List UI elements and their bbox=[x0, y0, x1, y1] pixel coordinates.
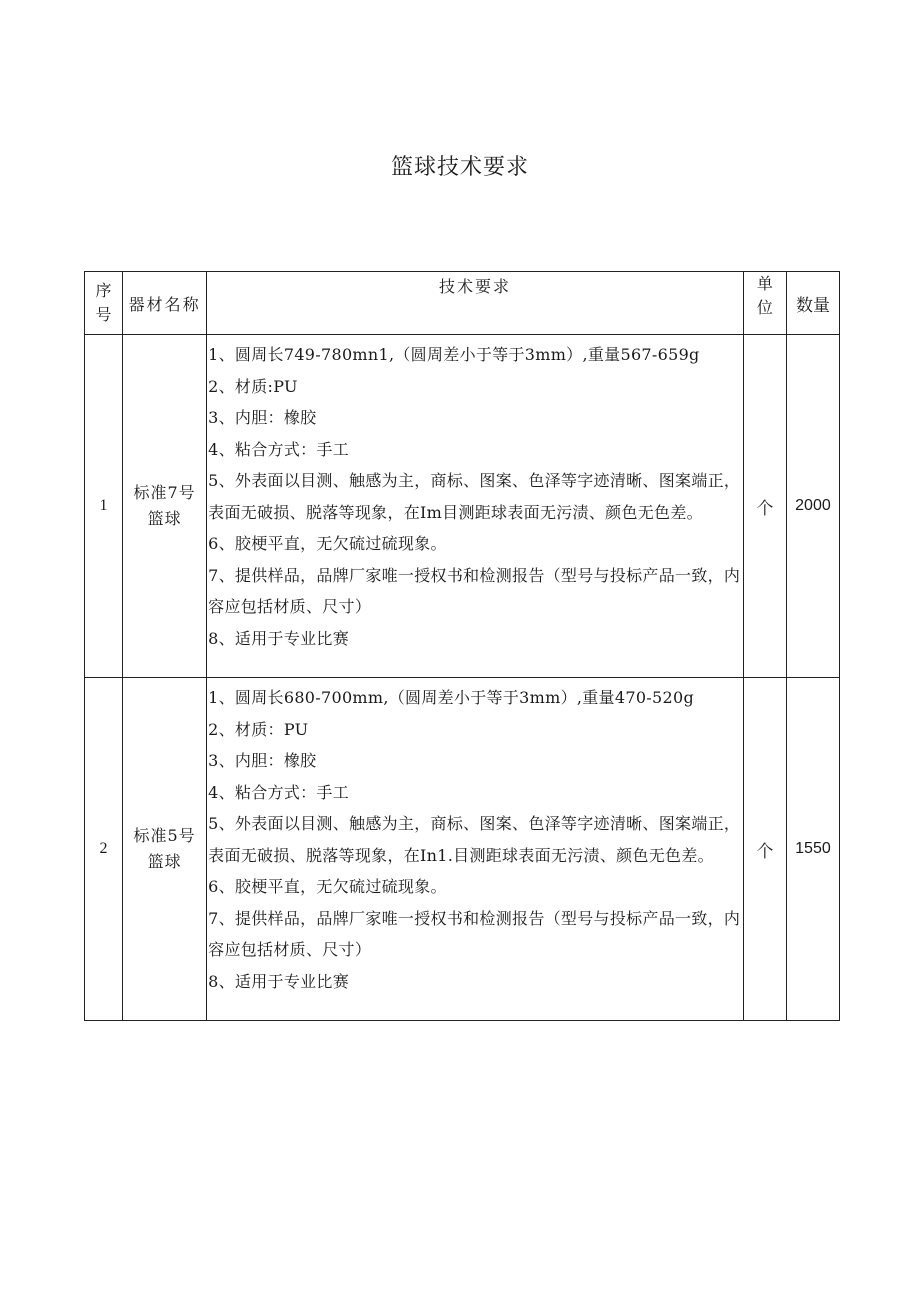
header-unit bbox=[743, 272, 786, 335]
row-no: 1 bbox=[85, 335, 123, 678]
row-name-line2: 篮球 bbox=[147, 852, 182, 871]
header-no-line2: 号 bbox=[95, 305, 112, 324]
requirement-item: 1、圆周长749-780mn1,（圆周差小于等于3mm）,重量567-659g bbox=[208, 345, 700, 364]
requirement-item: 7、提供样品，品牌厂家唯一授权书和检测报告（型号与投标产品一致，内容应包括材质、尺寸） bbox=[208, 908, 741, 959]
header-name: 器材名称 bbox=[123, 272, 207, 335]
row-name-line1: 标准5号 bbox=[133, 826, 196, 845]
row-requirements bbox=[207, 678, 744, 1021]
header-row bbox=[85, 272, 840, 335]
row-no: 2 bbox=[85, 678, 123, 1021]
requirement-item: 4、粘合方式：手工 bbox=[208, 782, 350, 802]
requirement-item: 3、内胆：橡胶 bbox=[208, 751, 317, 770]
row-name bbox=[123, 335, 207, 678]
requirement-item: 5、外表面以目测、触感为主，商标、图案、色泽等字迹清晰、图案端正，表面无破损、脱落等现象，在Im目测距球表面无污渍、颜色无色差。 bbox=[208, 471, 741, 522]
header-no-line1: 序 bbox=[95, 281, 112, 300]
header-unit-line2: 位 bbox=[756, 298, 773, 317]
row-quantity: 1550 bbox=[786, 678, 839, 1021]
requirement-item: 6、胶梗平直，无欠硫过硫现象。 bbox=[208, 877, 447, 896]
requirement-item: 2、材质:PU bbox=[208, 376, 298, 396]
header-unit-line1: 单 bbox=[756, 274, 773, 293]
header-quantity: 数量 bbox=[786, 272, 839, 335]
row-unit: 个 bbox=[743, 678, 786, 1021]
row-name bbox=[123, 678, 207, 1021]
requirement-item: 1、圆周长680-700mm,（圆周差小于等于3mm）,重量470-520g bbox=[208, 688, 694, 707]
spec-table bbox=[84, 271, 840, 1021]
requirement-item: 6、胶梗平直，无欠硫过硫现象。 bbox=[208, 534, 447, 553]
requirement-item: 8、适用于专业比赛 bbox=[208, 628, 350, 648]
table-row bbox=[85, 678, 840, 1021]
row-unit: 个 bbox=[743, 335, 786, 678]
requirement-item: 7、提供样品，品牌厂家唯一授权书和检测报告（型号与投标产品一致，内容应包括材质、尺寸） bbox=[208, 565, 741, 616]
requirement-item: 4、粘合方式：手工 bbox=[208, 439, 350, 459]
requirement-item: 5、外表面以目测、触感为主，商标、图案、色泽等字迹清晰、图案端正，表面无破损、脱落等现象，在In1.目测距球表面无污渍、颜色无色差。 bbox=[208, 814, 741, 865]
requirement-item: 3、内胆：橡胶 bbox=[208, 408, 317, 427]
requirement-item: 2、材质：PU bbox=[208, 719, 309, 739]
header-no bbox=[85, 272, 123, 335]
row-requirements bbox=[207, 335, 744, 678]
header-requirements: 技术要求 bbox=[207, 272, 744, 335]
requirement-item: 8、适用于专业比赛 bbox=[208, 971, 350, 991]
page-title: 篮球技术要求 bbox=[390, 155, 529, 180]
table-row bbox=[85, 335, 840, 678]
row-name-line1: 标准7号 bbox=[133, 483, 196, 502]
row-name-line2: 篮球 bbox=[147, 509, 182, 528]
row-quantity: 2000 bbox=[786, 335, 839, 678]
